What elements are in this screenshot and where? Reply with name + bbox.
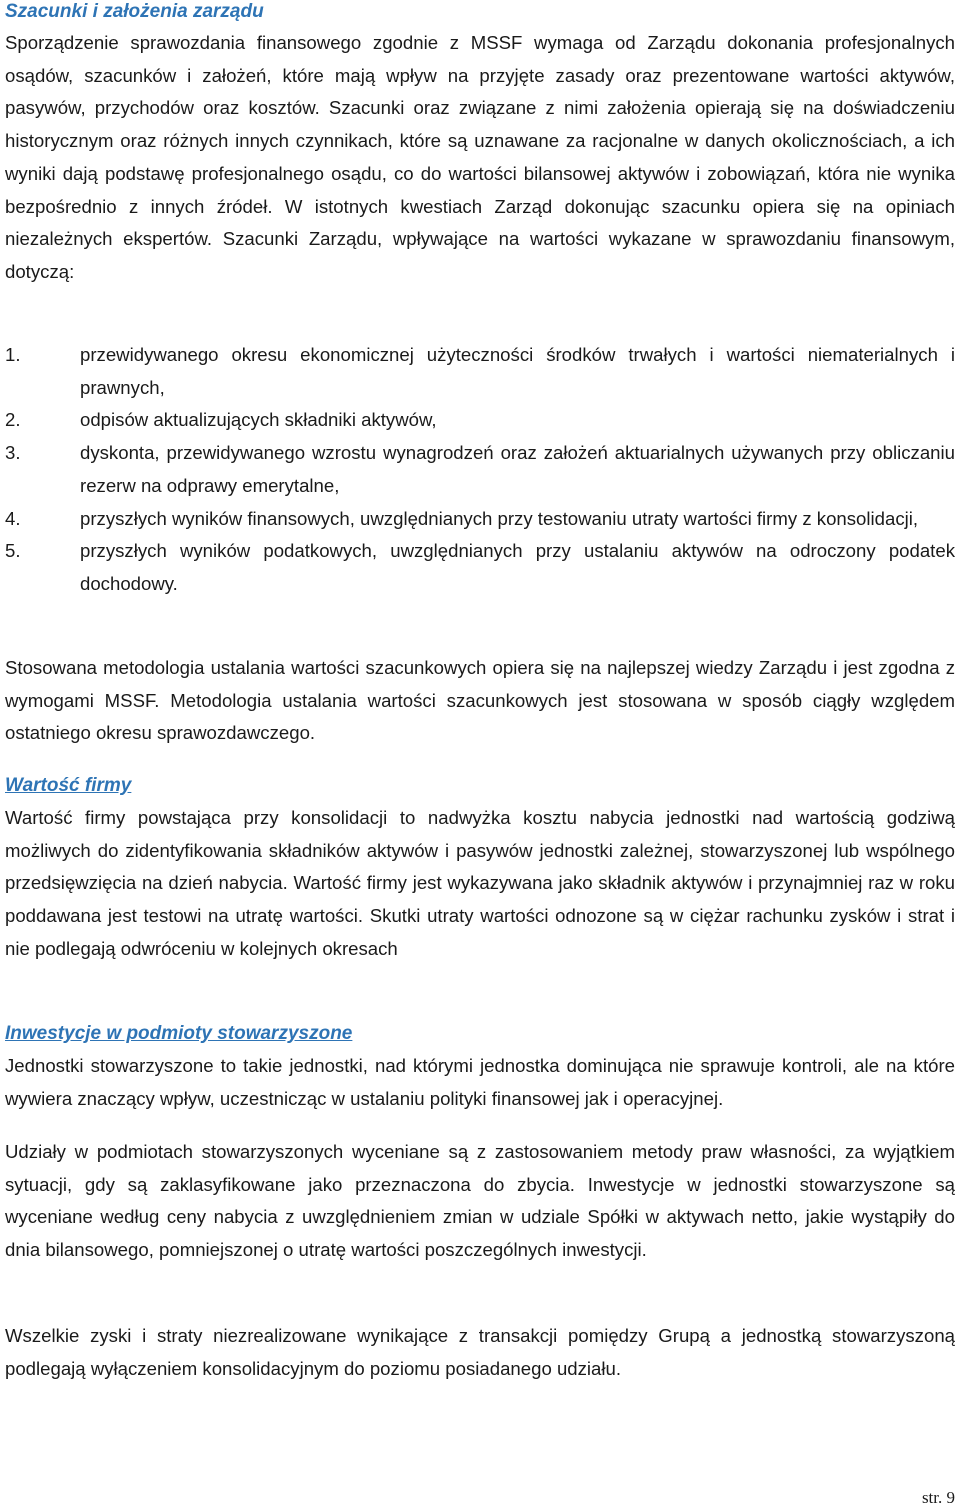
list-item xyxy=(5,535,955,600)
list-item-number: 3. xyxy=(5,442,21,464)
section-heading-associates: Inwestycje w podmioty stowarzyszone xyxy=(5,1023,353,1044)
list-item-number: 4. xyxy=(5,507,21,529)
list-item-text: przewidywanego okresu ekonomicznej użyteczności środków trwałych i wartości niematerialnych i prawnych, xyxy=(80,344,955,398)
list-item xyxy=(5,437,955,502)
list-item-number: 2. xyxy=(5,409,21,431)
list-item-text: przyszłych wyników finansowych, uwzględnianych przy testowaniu utraty wartości firmy z konsolidacji, xyxy=(80,507,919,529)
associates-paragraph-3: Wszelkie zyski i straty niezrealizowane wynikające z transakcji pomiędzy Grupą a jednostką stowarzyszoną podlegają wyłączeniem konsolidacyjnym do poziomu posiadanego udziału. xyxy=(5,1325,955,1379)
estimates-intro-text-1: Sporządzenie sprawozdania finansowego zgodnie z MSSF wymaga od Zarządu dokonania profesjonalnych osądów, szacunków i założeń, które mają wpływ na przyjęte zasady oraz prezentowane wartości aktywów, pasywów, przychodów oraz kosztów. xyxy=(5,32,955,119)
section-heading-goodwill: Wartość firmy xyxy=(5,775,132,796)
goodwill-paragraph: Wartość firmy powstająca przy konsolidacji to nadwyżka kosztu nabycia jednostki nad wartością godziwą możliwych do zidentyfikowania składników aktywów i pasywów jednostki zależnej, stowarzyszonej lub wspólnego przedsięwzięcia na dzień nabycia. Wartość firmy jest wykazywana jako składnik aktywów i przynajmniej raz w roku poddawana jest testowi na utratę wartości. Skutki utraty wartości odnozone są w ciężar rachunku zysków i strat i nie podlegają odwróceniu w kolejnych okresach xyxy=(5,807,955,959)
list-item-number: 5. xyxy=(5,540,21,562)
estimates-list xyxy=(5,339,955,601)
list-item xyxy=(5,503,955,536)
list-item-text: odpisów aktualizujących składniki aktywów, xyxy=(80,409,437,431)
estimates-intro-paragraph xyxy=(5,27,955,289)
page-number: str. 9 xyxy=(921,1488,955,1507)
estimates-intro-text-3: W istotnych kwestiach Zarząd dokonując szacunku opiera się na opiniach niezależnych ekspertów. Szacunki Zarządu, wpływające na wartości wykazane w sprawozdaniu finansowym, dotyczą: xyxy=(5,195,955,282)
section-heading-estimates: Szacunki i założenia zarządu xyxy=(5,1,264,22)
list-item xyxy=(5,404,955,437)
methodology-paragraph: Stosowana metodologia ustalania wartości szacunkowych opiera się na najlepszej wiedzy Zarządu i jest zgodna z wymogami MSSF. Metodologia ustalania wartości szacunkowych jest stosowana w sposób ciągły względem ostatniego okresu sprawozdawczego. xyxy=(5,657,955,744)
estimates-intro-text-2: Szacunki oraz związane z nimi założenia opierają się na doświadczeniu historycznym oraz różnych innych czynnikach, które są uznawane za racjonalne w danych okolicznościach, a ich wyniki dają podstawę profesjonalnego osądu, co do wartości bilansowej aktywów i zobowiązań, która nie wynika bezpośrednio z innych źródeł. xyxy=(5,97,955,217)
list-item-text: przyszłych wyników podatkowych, uwzględnianych przy ustalaniu aktywów na odroczony podatek dochodowy. xyxy=(80,540,955,594)
list-item-number: 1. xyxy=(5,344,21,365)
list-item xyxy=(5,339,955,404)
associates-paragraph-1: Jednostki stowarzyszone to takie jednostki, nad którymi jednostka dominująca nie sprawuje kontroli, ale na które wywiera znaczący wpływ, uczestnicząc w ustalaniu polityki finansowej jak i operacyjnej. xyxy=(5,1055,955,1109)
list-item-text: dyskonta, przewidywanego wzrostu wynagrodzeń oraz założeń aktuarialnych używanych przy obliczaniu rezerw na odprawy emerytalne, xyxy=(80,442,955,496)
associates-paragraph-2: Udziały w podmiotach stowarzyszonych wyceniane są z zastosowaniem metody praw własności, za wyjątkiem sytuacji, gdy są zaklasyfikowane jako przeznaczona do zbycia. Inwestycje w jednostki stowarzyszone są wyceniane według ceny nabycia z uwzględnieniem zmian w udziale Spółki w aktywach netto, jakie wystąpiły do dnia bilansowego, pomniejszonej o utratę wartości poszczególnych inwestycji. xyxy=(5,1141,955,1261)
